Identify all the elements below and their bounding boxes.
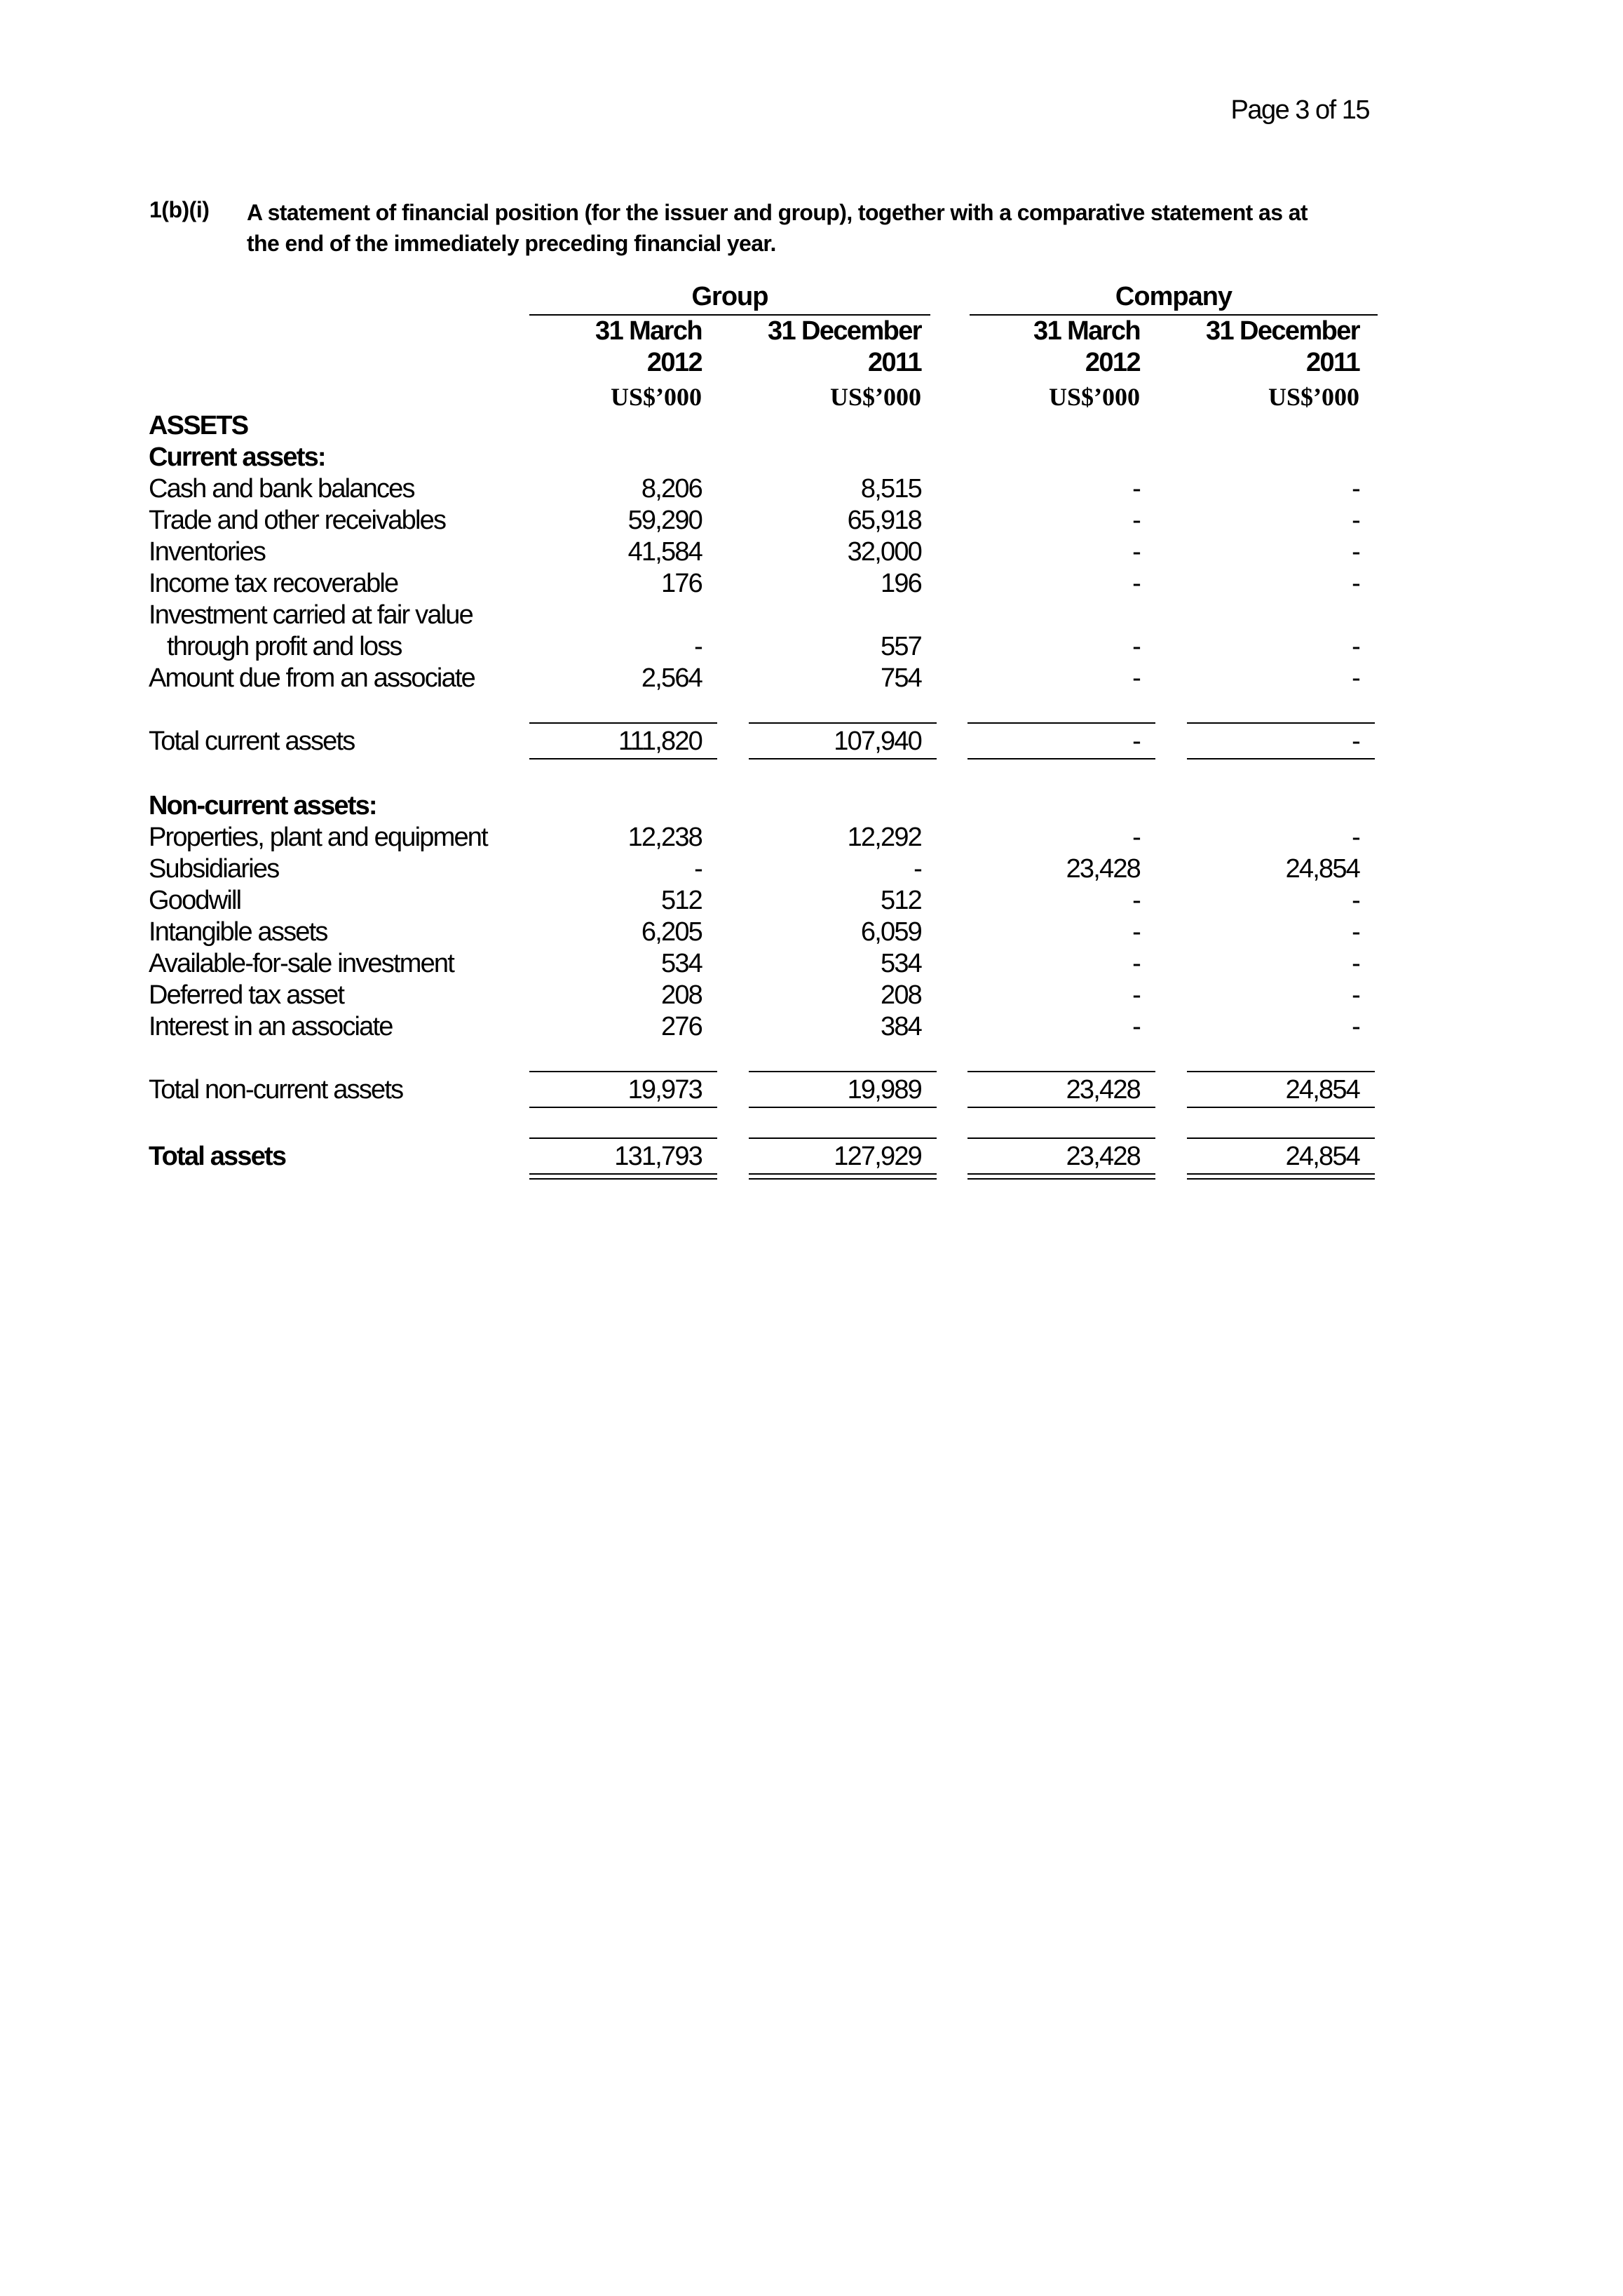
value-group-2012: 534 [660, 949, 702, 978]
table-row-intangible [0, 917, 1623, 949]
rule [529, 1107, 717, 1108]
value-company-2012: - [1132, 569, 1140, 598]
assets-heading [0, 411, 1623, 443]
value-company-2012: - [1132, 949, 1140, 978]
table-row-ppe [0, 823, 1623, 854]
unit-label: US$’000 [1268, 383, 1359, 411]
value-group-2011: 65,918 [847, 506, 921, 535]
value-company-2011: - [1352, 569, 1359, 598]
rule [1187, 758, 1375, 759]
value-group-2011: 127,929 [834, 1142, 921, 1171]
row-label: Subsidiaries [149, 854, 279, 884]
column-header-line-1: 31 March [1033, 316, 1140, 346]
column-header-line-2: 2011 [1305, 348, 1359, 377]
double-rule-top [749, 1173, 937, 1175]
value-group-2011: 534 [880, 949, 921, 978]
table-row-deferred-tax [0, 980, 1623, 1012]
rule [749, 1071, 937, 1072]
value-group-2012: 6,205 [641, 917, 702, 947]
non-current-assets-heading-label: Non-current assets: [149, 791, 376, 821]
row-label: Total non-current assets [149, 1075, 403, 1105]
rule [749, 722, 937, 724]
value-group-2012: - [694, 854, 702, 884]
value-company-2012: - [1132, 474, 1140, 504]
row-label: Income tax recoverable [149, 569, 398, 598]
value-company-2011: - [1352, 1012, 1359, 1041]
rule [1187, 1107, 1375, 1108]
row-label: Amount due from an associate [149, 663, 475, 693]
value-group-2012: 8,206 [641, 474, 702, 504]
rule [967, 722, 1155, 724]
table-row-total-current [0, 727, 1623, 758]
value-group-2011: 6,059 [860, 917, 921, 947]
value-group-2011: 19,989 [847, 1075, 921, 1105]
row-label: Available-for-sale investment [149, 949, 454, 978]
non-current-assets-heading [0, 791, 1623, 823]
value-group-2012: 59,290 [627, 506, 702, 535]
value-company-2011: - [1352, 949, 1359, 978]
value-group-2012: 208 [660, 980, 702, 1010]
rule [1187, 1071, 1375, 1072]
row-label: Properties, plant and equipment [149, 823, 487, 852]
rule [529, 758, 717, 759]
rule [749, 1137, 937, 1139]
table-row-income-tax [0, 569, 1623, 600]
rule [967, 758, 1155, 759]
column-header-line-1: 31 December [768, 316, 921, 346]
table-row-investment-cont [0, 632, 1623, 663]
value-company-2011: 24,854 [1285, 1075, 1359, 1105]
company-header: Company [1115, 282, 1232, 311]
row-label: Trade and other receivables [149, 506, 446, 535]
double-rule-bottom [1187, 1178, 1375, 1180]
value-company-2011: 24,854 [1285, 854, 1359, 884]
value-company-2012: - [1132, 727, 1140, 756]
value-company-2011: - [1352, 663, 1359, 693]
value-company-2012: - [1132, 663, 1140, 693]
value-company-2012: - [1132, 823, 1140, 852]
rule [967, 1137, 1155, 1139]
rule [1187, 1137, 1375, 1139]
column-header-company-dec-2011 [1163, 316, 1359, 379]
value-company-2011: - [1352, 506, 1359, 535]
value-company-2012: 23,428 [1066, 1075, 1140, 1105]
row-label-continued: through profit and loss [167, 632, 402, 661]
value-group-2011: 512 [880, 886, 921, 915]
value-company-2012: - [1132, 886, 1140, 915]
value-company-2011: - [1352, 632, 1359, 661]
value-group-2011: - [914, 854, 921, 884]
row-label: Investment carried at fair value [149, 600, 473, 630]
value-group-2011: 107,940 [834, 727, 921, 756]
row-label: Interest in an associate [149, 1012, 393, 1041]
table-row-goodwill [0, 886, 1623, 917]
value-group-2012: 19,973 [627, 1075, 702, 1105]
section-title-line-2: the end of the immediately preceding financial year. [247, 231, 776, 256]
section-number: 1(b)(i) [149, 197, 210, 222]
table-row-subsidiaries [0, 854, 1623, 886]
value-company-2012: - [1132, 980, 1140, 1010]
column-header-company-mar-2012 [958, 316, 1140, 379]
double-rule-top [1187, 1173, 1375, 1175]
table-row-associate-interest [0, 1012, 1623, 1044]
value-company-2012: - [1132, 506, 1140, 535]
value-company-2011: - [1352, 980, 1359, 1010]
column-header-line-2: 2012 [646, 348, 702, 377]
row-label: Goodwill [149, 886, 241, 915]
row-label: Intangible assets [149, 917, 327, 947]
rule [529, 1137, 717, 1139]
value-group-2012: 512 [660, 886, 702, 915]
column-header-line-1: 31 December [1206, 316, 1359, 346]
double-rule-bottom [529, 1178, 717, 1180]
unit-label: US$’000 [610, 383, 702, 411]
double-rule-bottom [749, 1178, 937, 1180]
value-company-2012: - [1132, 537, 1140, 567]
current-assets-heading-label: Current assets: [149, 443, 325, 472]
column-header-group-dec-2011 [725, 316, 921, 379]
row-label: Deferred tax asset [149, 980, 344, 1010]
rule [1187, 722, 1375, 724]
value-company-2011: - [1352, 823, 1359, 852]
value-group-2012: 111,820 [618, 727, 702, 756]
table-row-inventories [0, 537, 1623, 569]
value-group-2011: 32,000 [847, 537, 921, 567]
rule [529, 722, 717, 724]
value-group-2011: 384 [880, 1012, 921, 1041]
value-company-2011: - [1352, 474, 1359, 504]
section-title-line-1: A statement of financial position (for the issuer and group), together with a comparative statement as at [247, 200, 1308, 225]
table-row-cash [0, 474, 1623, 506]
value-group-2011: 754 [880, 663, 921, 693]
row-label: Total current assets [149, 727, 355, 756]
value-company-2012: 23,428 [1066, 1142, 1140, 1171]
current-assets-heading [0, 443, 1623, 474]
value-company-2011: - [1352, 886, 1359, 915]
value-company-2012: - [1132, 632, 1140, 661]
page-number: Page 3 of 15 [1230, 95, 1369, 125]
column-header-group-mar-2012 [520, 316, 702, 379]
row-label: Inventories [149, 537, 266, 567]
rule [749, 1107, 937, 1108]
value-group-2012: 41,584 [627, 537, 702, 567]
value-group-2012: 12,238 [627, 823, 702, 852]
rule [749, 758, 937, 759]
value-company-2011: - [1352, 727, 1359, 756]
rule [529, 1071, 717, 1072]
value-company-2012: 23,428 [1066, 854, 1140, 884]
value-group-2012: 276 [660, 1012, 702, 1041]
column-header-line-2: 2011 [867, 348, 921, 377]
value-company-2011: - [1352, 537, 1359, 567]
assets-heading-label: ASSETS [149, 411, 248, 440]
rule [967, 1071, 1155, 1072]
column-header-line-1: 31 March [595, 316, 702, 346]
group-header: Group [691, 282, 768, 311]
rule [967, 1107, 1155, 1108]
unit-label: US$’000 [829, 383, 921, 411]
double-rule-top [529, 1173, 717, 1175]
value-group-2012: 2,564 [641, 663, 702, 693]
double-rule-top [967, 1173, 1155, 1175]
double-rule-bottom [967, 1178, 1155, 1180]
table-row-investment [0, 600, 1623, 632]
value-group-2011: 208 [880, 980, 921, 1010]
value-group-2011: 8,515 [860, 474, 921, 504]
table-row-total-assets [0, 1142, 1623, 1173]
table-row-trade-receivables [0, 506, 1623, 537]
unit-label: US$’000 [1048, 383, 1140, 411]
value-group-2011: 196 [880, 569, 921, 598]
value-company-2012: - [1132, 1012, 1140, 1041]
value-company-2011: 24,854 [1285, 1142, 1359, 1171]
value-group-2011: 12,292 [847, 823, 921, 852]
column-header-line-2: 2012 [1085, 348, 1140, 377]
row-label: Total assets [149, 1142, 286, 1171]
table-row-total-non-current [0, 1075, 1623, 1107]
row-label: Cash and bank balances [149, 474, 414, 504]
value-group-2011: 557 [880, 632, 921, 661]
value-group-2012: 176 [660, 569, 702, 598]
value-company-2011: - [1352, 917, 1359, 947]
section-title [247, 197, 1369, 259]
value-group-2012: - [694, 632, 702, 661]
table-row-associate-due [0, 663, 1623, 695]
table-row-afs [0, 949, 1623, 980]
value-company-2012: - [1132, 917, 1140, 947]
value-group-2012: 131,793 [614, 1142, 702, 1171]
